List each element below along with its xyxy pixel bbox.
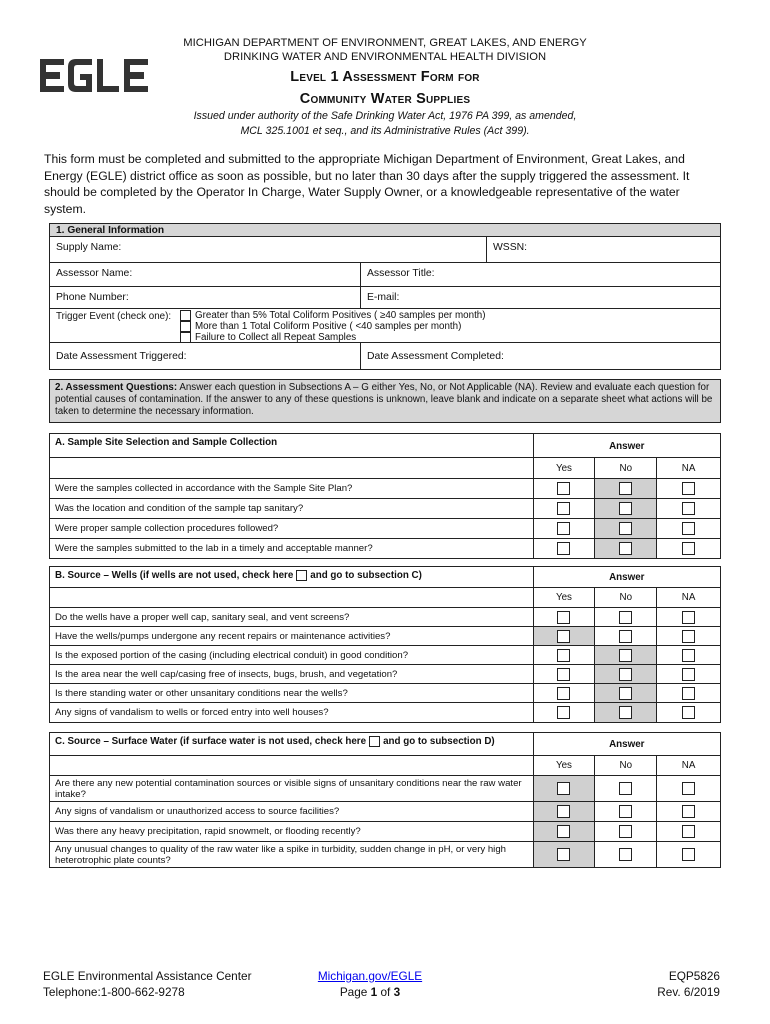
form-title-line-1: Level 1 Assessment Form for: [290, 69, 480, 85]
table-row: [50, 645, 720, 664]
question-text: Were the samples collected in accordance with the Sample Site Plan?: [55, 483, 353, 494]
na-checkbox[interactable]: [682, 687, 695, 700]
trigger-option-2-checkbox[interactable]: [180, 321, 191, 332]
na-column-header: NA: [656, 588, 720, 607]
table-row: [50, 478, 720, 498]
yes-checkbox[interactable]: [557, 542, 570, 555]
question-text: Any signs of vandalism or unauthorized access to source facilities?: [55, 806, 340, 817]
na-checkbox[interactable]: [682, 542, 695, 555]
table-row: [50, 498, 720, 518]
phone-number-field[interactable]: [50, 287, 360, 308]
section-a-table: [49, 433, 721, 559]
table-row: [50, 538, 720, 558]
na-checkbox[interactable]: [682, 630, 695, 643]
egle-logo: [40, 55, 148, 97]
date-triggered-label: Date Assessment Triggered:: [56, 351, 187, 362]
no-checkbox[interactable]: [619, 630, 632, 643]
form-title: [150, 66, 620, 110]
footer-page-info: [300, 968, 440, 1000]
date-triggered-field[interactable]: [50, 343, 360, 369]
department-header: [150, 36, 620, 64]
intro-paragraph: This form must be completed and submitted to the appropriate Michigan Department of Environment, Great Lakes, and Energy (EGLE) district office as soon as possible, but no later than 30 days after the supply triggered the assessment. It should be completed by the Operator In Charge, Water Supply Owner, or a knowledgeable representative of the water system.: [44, 152, 690, 216]
no-checkbox[interactable]: [619, 542, 632, 555]
table-row: [50, 664, 720, 683]
section-b-title: [50, 567, 533, 587]
yes-checkbox[interactable]: [557, 687, 570, 700]
table-row: [50, 626, 720, 645]
yes-checkbox[interactable]: [557, 706, 570, 719]
question-text: Was there any heavy precipitation, rapid snowmelt, or flooding recently?: [55, 826, 361, 837]
date-completed-field[interactable]: [360, 343, 720, 369]
yes-checkbox[interactable]: [557, 482, 570, 495]
trigger-event-group: [50, 309, 720, 343]
section-b-title-suffix: and go to subsection C): [310, 570, 422, 581]
na-checkbox[interactable]: [682, 668, 695, 681]
na-checkbox[interactable]: [682, 522, 695, 535]
yes-column-header: Yes: [533, 756, 595, 775]
question-text: Is there standing water or other unsanitary conditions near the wells?: [55, 687, 348, 699]
no-checkbox[interactable]: [619, 706, 632, 719]
michigan-gov-egle-link[interactable]: Michigan.gov/EGLE: [317, 969, 423, 983]
question-text: Have the wells/pumps undergone any recent repairs or maintenance activities?: [55, 630, 391, 642]
yes-checkbox[interactable]: [557, 522, 570, 535]
form-number: EQP5826: [668, 969, 720, 983]
table-row: [50, 841, 720, 867]
trigger-option-3-label: Failure to Collect all Repeat Samples: [195, 332, 357, 343]
no-checkbox[interactable]: [619, 482, 632, 495]
na-column-header: NA: [656, 458, 720, 478]
dates-row: [50, 343, 720, 369]
page-total: 3: [393, 985, 401, 999]
assessment-questions-instructions: Answer each question in Subsections A – G either Yes, No, or Not Applicable (NA). Review and evaluate each question for potential causes of contamination. If the answer to any of these questions is unknown, leave blank and indicate on a separate sheet what actions will be taken to determine the necessary information.: [55, 382, 713, 417]
footer-contact: [43, 968, 252, 1000]
section-b-answer-header: Answer: [533, 567, 720, 587]
question-text: Is the area near the well cap/casing free of insects, bugs, brush, and vegetation?: [55, 668, 398, 680]
table-row: [50, 607, 720, 626]
revision-date: Rev. 6/2019: [657, 985, 720, 999]
question-text: Was the location and condition of the sample tap sanitary?: [55, 503, 304, 514]
assessment-questions-heading: 2. Assessment Questions:: [55, 382, 178, 393]
no-column-header: No: [594, 458, 656, 478]
issued-line-1: Issued under authority of the Safe Drinking Water Act, 1976 PA 399, as amended,: [193, 110, 577, 122]
trigger-option-1-label: Greater than 5% Total Coliform Positives ( ≥40 samples per month): [195, 310, 486, 321]
na-checkbox[interactable]: [682, 848, 695, 861]
email-field[interactable]: [360, 287, 720, 308]
trigger-option-2-label: More than 1 Total Coliform Positive ( <40 samples per month): [195, 321, 462, 332]
assessor-row: [50, 263, 720, 287]
assessor-title-label: Assessor Title:: [367, 268, 435, 279]
wells-not-used-checkbox[interactable]: [296, 570, 307, 581]
phone-number-label: Phone Number:: [56, 292, 129, 303]
yes-checkbox[interactable]: [557, 649, 570, 662]
section-c-title: [50, 733, 533, 755]
section-c-table: [49, 732, 721, 868]
question-text: Were proper sample collection procedures followed?: [55, 523, 279, 534]
supply-name-field[interactable]: [50, 237, 486, 262]
table-row: [50, 518, 720, 538]
no-checkbox[interactable]: [619, 805, 632, 818]
yes-checkbox[interactable]: [557, 848, 570, 861]
na-checkbox[interactable]: [682, 502, 695, 515]
email-label: E-mail:: [367, 292, 400, 303]
yes-checkbox[interactable]: [557, 502, 570, 515]
supply-name-label: Supply Name:: [56, 242, 122, 253]
table-row: [50, 683, 720, 702]
table-row: [50, 702, 720, 722]
na-column-header: NA: [656, 756, 720, 775]
no-checkbox[interactable]: [619, 782, 632, 795]
table-row: [50, 775, 720, 801]
footer-center-name: EGLE Environmental Assistance Center: [43, 969, 252, 983]
trigger-option-3-checkbox[interactable]: [180, 332, 191, 343]
section-c-title-text: C. Source – Surface Water (if surface water is not used, check here: [55, 736, 367, 747]
no-checkbox[interactable]: [619, 522, 632, 535]
trigger-option-1-checkbox[interactable]: [180, 310, 191, 321]
page-prefix: Page: [339, 985, 371, 999]
department-line-2: DRINKING WATER AND ENVIRONMENTAL HEALTH DIVISION: [223, 51, 547, 63]
yes-column-header: Yes: [533, 588, 595, 607]
question-text: Any unusual changes to quality of the raw water like a spike in turbidity, sudden change in pH, or very high heterotrophic plate counts?: [55, 843, 506, 866]
section-a-title: A. Sample Site Selection and Sample Collection: [55, 437, 278, 448]
yes-checkbox[interactable]: [557, 668, 570, 681]
section-b-table: [49, 566, 721, 723]
wssn-field[interactable]: [486, 237, 720, 262]
general-information-section: [49, 223, 721, 370]
no-checkbox[interactable]: [619, 848, 632, 861]
footer-form-id: [600, 968, 720, 1000]
question-text: Are there any new potential contamination sources or visible signs of unsanitary conditions near the raw water intake?: [55, 777, 522, 800]
na-checkbox[interactable]: [682, 611, 695, 624]
page-of: of: [377, 985, 394, 999]
trigger-option-3: [180, 332, 356, 343]
na-checkbox[interactable]: [682, 482, 695, 495]
na-checkbox[interactable]: [682, 825, 695, 838]
question-text: Any signs of vandalism to wells or forced entry into well houses?: [55, 707, 329, 718]
na-checkbox[interactable]: [682, 805, 695, 818]
supply-row: [50, 237, 720, 263]
no-checkbox[interactable]: [619, 687, 632, 700]
issued-authority: [150, 109, 620, 139]
no-checkbox[interactable]: [619, 825, 632, 838]
section-b-title-text: B. Source – Wells (if wells are not used, check here: [55, 570, 294, 581]
page-number: [300, 984, 440, 1000]
no-column-header: No: [594, 588, 656, 607]
issued-line-2: MCL 325.1001 et seq., and its Administrative Rules (Act 399).: [240, 125, 530, 137]
section-a-answer-header: Answer: [533, 434, 720, 457]
na-checkbox[interactable]: [682, 706, 695, 719]
section-c-answer-header: Answer: [533, 733, 720, 755]
trigger-option-2: [180, 321, 461, 332]
table-row: [50, 821, 720, 841]
no-column-header: No: [594, 756, 656, 775]
na-checkbox[interactable]: [682, 782, 695, 795]
assessor-title-field[interactable]: [360, 263, 720, 286]
assessor-name-label: Assessor Name:: [56, 268, 133, 279]
no-checkbox[interactable]: [619, 668, 632, 681]
trigger-option-1: [180, 310, 486, 321]
footer-telephone: Telephone:1-800-662-9278: [43, 985, 185, 999]
question-text: Do the wells have a proper well cap, sanitary seal, and vent screens?: [55, 611, 350, 623]
form-title-line-2: Community Water Supplies: [299, 91, 471, 107]
trigger-event-label: Trigger Event (check one):: [56, 311, 172, 322]
question-text: Is the exposed portion of the casing (including electrical conduit) in good condition?: [55, 649, 409, 661]
date-completed-label: Date Assessment Completed:: [367, 351, 504, 362]
yes-column-header: Yes: [533, 458, 595, 478]
section-c-title-suffix: and go to subsection D): [383, 736, 495, 747]
assessment-questions-intro: [49, 379, 721, 423]
general-information-heading: 1. General Information: [50, 224, 720, 237]
table-row: [50, 801, 720, 821]
yes-checkbox[interactable]: [557, 825, 570, 838]
na-checkbox[interactable]: [682, 649, 695, 662]
wssn-label: WSSN:: [493, 242, 528, 253]
no-checkbox[interactable]: [619, 611, 632, 624]
yes-checkbox[interactable]: [557, 611, 570, 624]
question-text: Were the samples submitted to the lab in a timely and acceptable manner?: [55, 543, 373, 554]
contact-row: [50, 287, 720, 309]
yes-checkbox[interactable]: [557, 805, 570, 818]
no-checkbox[interactable]: [619, 649, 632, 662]
yes-checkbox[interactable]: [557, 630, 570, 643]
surface-water-not-used-checkbox[interactable]: [369, 736, 380, 747]
page-current: 1: [370, 985, 378, 999]
no-checkbox[interactable]: [619, 502, 632, 515]
yes-checkbox[interactable]: [557, 782, 570, 795]
department-line-1: MICHIGAN DEPARTMENT OF ENVIRONMENT, GREAT LAKES, AND ENERGY: [183, 37, 587, 49]
assessor-name-field[interactable]: [50, 263, 360, 286]
